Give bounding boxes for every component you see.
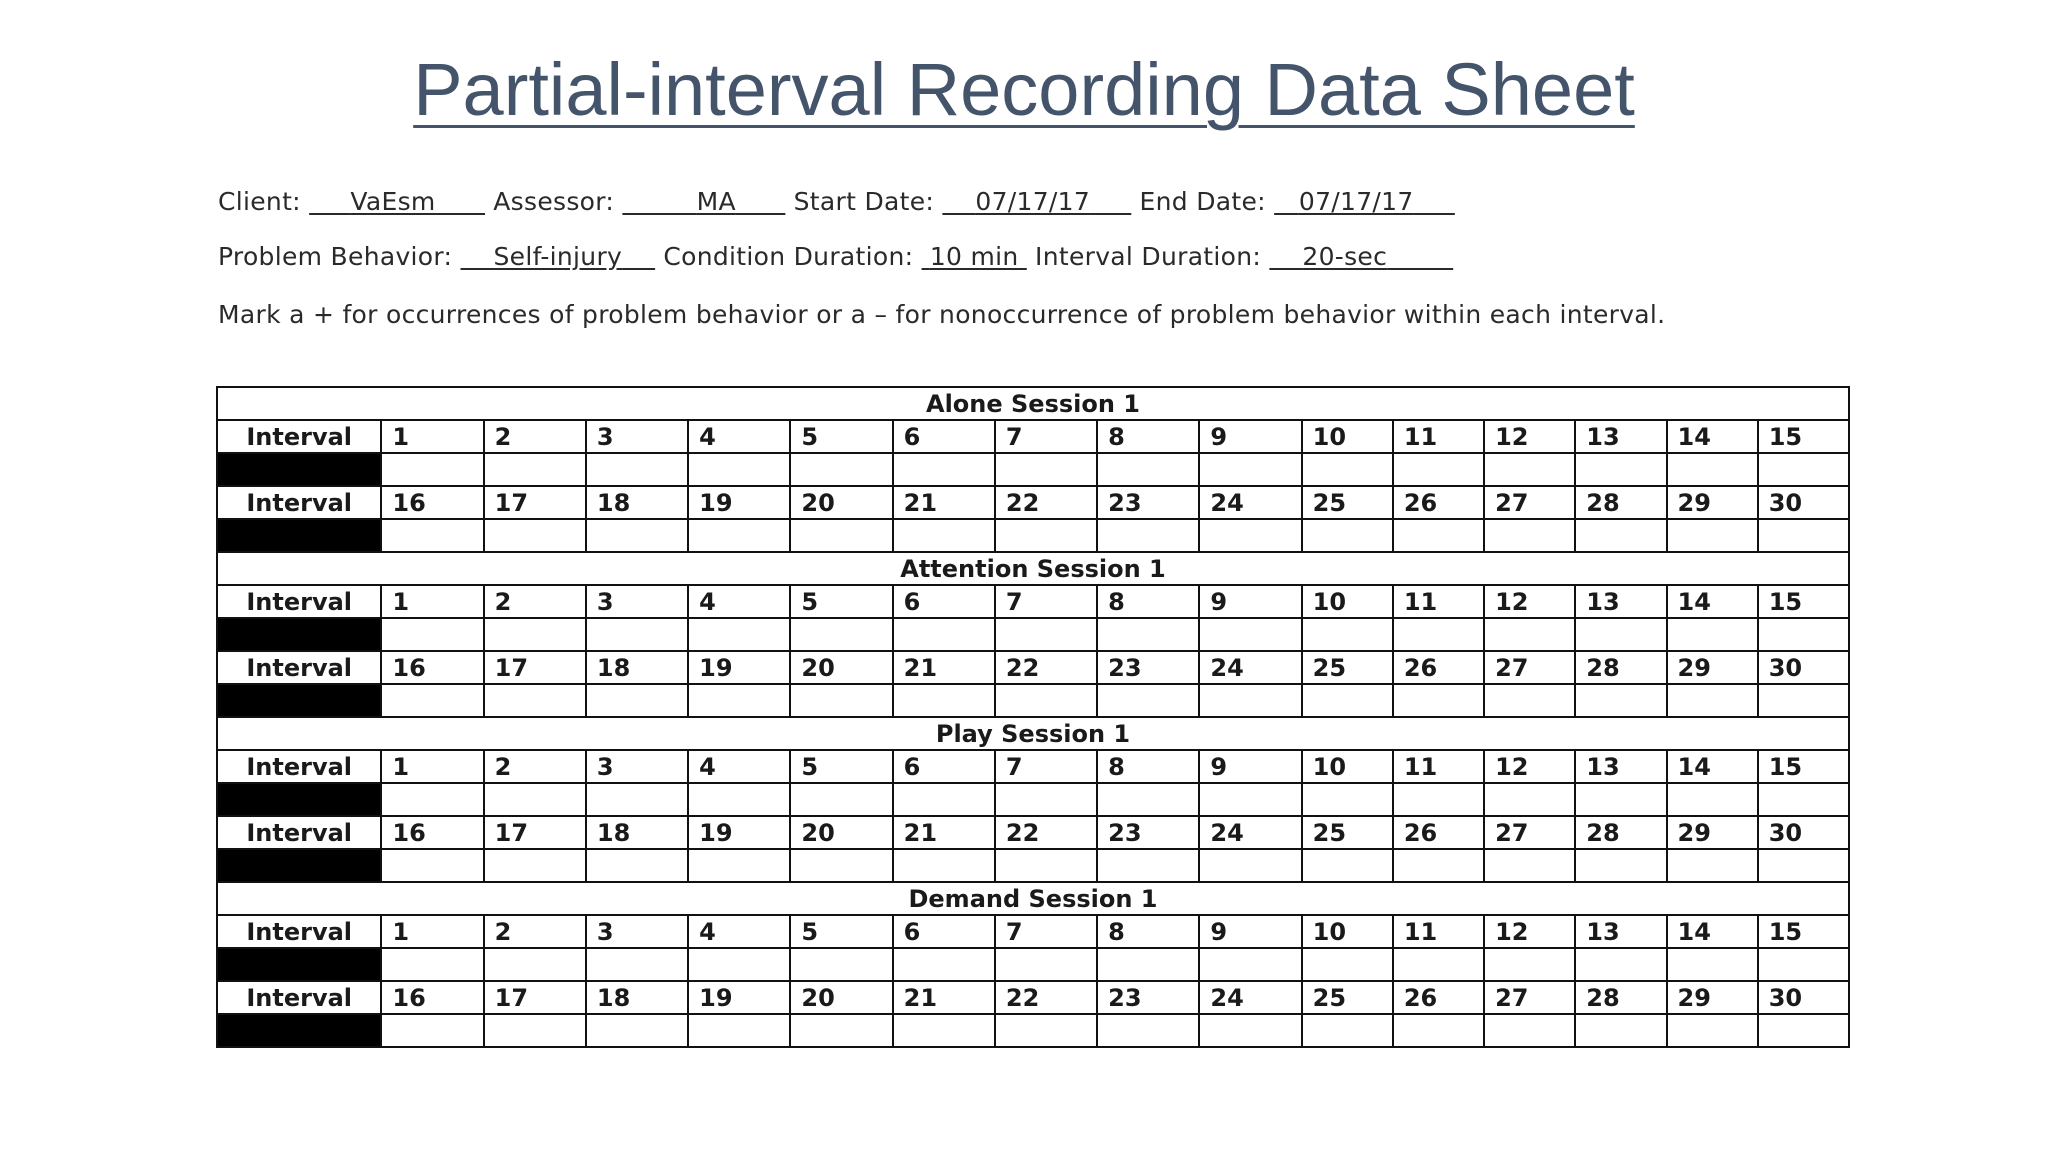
mark-entry-cell[interactable]: [381, 1014, 483, 1047]
interval-number-cell: 9: [1199, 585, 1301, 618]
interval-number-cell: 15: [1758, 585, 1849, 618]
mark-entry-cell[interactable]: [790, 1014, 892, 1047]
mark-entry-cell[interactable]: [995, 948, 1097, 981]
interval-number-cell: 13: [1575, 420, 1666, 453]
interval-number-cell: 12: [1484, 915, 1575, 948]
interval-number-cell: 21: [893, 981, 995, 1014]
client-label: Client:: [218, 187, 301, 216]
mark-entry-cell[interactable]: [1393, 684, 1484, 717]
interval-number-cell: 21: [893, 816, 995, 849]
interval-number-cell: 29: [1667, 486, 1758, 519]
interval-number-cell: 21: [893, 651, 995, 684]
interval-number-cell: 16: [381, 651, 483, 684]
marking-row: [217, 948, 1849, 981]
mark-entry-cell[interactable]: [1484, 783, 1575, 816]
mark-entry-cell[interactable]: [1097, 849, 1199, 882]
mark-entry-cell[interactable]: [484, 849, 586, 882]
mark-entry-cell[interactable]: [1097, 1014, 1199, 1047]
interval-number-cell: 11: [1393, 750, 1484, 783]
start-date-label: Start Date:: [793, 187, 935, 216]
interval-duration-label: Interval Duration:: [1035, 242, 1262, 271]
mark-entry-cell[interactable]: [790, 783, 892, 816]
interval-number-cell: 8: [1097, 915, 1199, 948]
interval-number-row: [217, 816, 1849, 849]
mark-entry-cell[interactable]: [1097, 618, 1199, 651]
mark-entry-cell[interactable]: [1484, 453, 1575, 486]
mark-entry-cell[interactable]: [893, 948, 995, 981]
session-title: Play Session 1: [217, 717, 1849, 750]
interval-number-cell: 25: [1302, 486, 1393, 519]
session-header-row: [217, 387, 1849, 420]
mark-entry-cell[interactable]: [1758, 849, 1849, 882]
mark-entry-cell[interactable]: [688, 783, 790, 816]
mark-entry-cell[interactable]: [995, 849, 1097, 882]
mark-entry-cell[interactable]: [1302, 453, 1393, 486]
interval-number-cell: 11: [1393, 915, 1484, 948]
mark-entry-cell[interactable]: [1199, 849, 1301, 882]
mark-entry-cell[interactable]: [790, 519, 892, 552]
mark-entry-cell[interactable]: [1667, 849, 1758, 882]
interval-number-cell: 28: [1575, 651, 1666, 684]
mark-entry-cell[interactable]: [1097, 453, 1199, 486]
interval-number-cell: 11: [1393, 420, 1484, 453]
condition-duration-field[interactable]: 10 min: [929, 242, 1019, 271]
mark-entry-cell[interactable]: [688, 519, 790, 552]
interval-number-row: [217, 915, 1849, 948]
interval-number-cell: 14: [1667, 585, 1758, 618]
interval-number-cell: 1: [381, 585, 483, 618]
mark-entry-cell[interactable]: [1758, 783, 1849, 816]
mark-entry-cell[interactable]: [484, 684, 586, 717]
interval-number-cell: 23: [1097, 486, 1199, 519]
interval-number-cell: 28: [1575, 486, 1666, 519]
interval-number-cell: 14: [1667, 750, 1758, 783]
mark-entry-cell[interactable]: [586, 849, 688, 882]
interval-number-cell: 3: [586, 750, 688, 783]
interval-number-cell: 28: [1575, 981, 1666, 1014]
interval-number-cell: 1: [381, 915, 483, 948]
mark-entry-cell[interactable]: [1302, 618, 1393, 651]
marking-row: [217, 783, 1849, 816]
interval-number-cell: 30: [1758, 981, 1849, 1014]
interval-number-cell: 23: [1097, 651, 1199, 684]
interval-number-cell: 2: [484, 420, 586, 453]
mark-entry-cell[interactable]: [381, 453, 483, 486]
interval-row-label: Interval: [217, 585, 381, 618]
mark-entry-cell[interactable]: [586, 618, 688, 651]
interval-number-cell: 20: [790, 651, 892, 684]
session-title: Demand Session 1: [217, 882, 1849, 915]
interval-number-cell: 2: [484, 915, 586, 948]
interval-number-cell: 27: [1484, 816, 1575, 849]
mark-entry-cell[interactable]: [995, 618, 1097, 651]
interval-number-cell: 18: [586, 816, 688, 849]
mark-entry-cell[interactable]: [1667, 618, 1758, 651]
interval-number-cell: 13: [1575, 585, 1666, 618]
mark-entry-cell[interactable]: [790, 618, 892, 651]
mark-entry-cell[interactable]: [586, 948, 688, 981]
mark-entry-cell[interactable]: [1575, 783, 1666, 816]
mark-entry-cell[interactable]: [893, 1014, 995, 1047]
interval-number-cell: 17: [484, 816, 586, 849]
interval-number-cell: 1: [381, 420, 483, 453]
end-date-label: End Date:: [1139, 187, 1266, 216]
blackout-cell: [217, 783, 381, 816]
mark-entry-cell[interactable]: [1393, 783, 1484, 816]
mark-entry-cell[interactable]: [484, 618, 586, 651]
interval-number-cell: 24: [1199, 816, 1301, 849]
mark-entry-cell[interactable]: [688, 1014, 790, 1047]
interval-number-cell: 11: [1393, 585, 1484, 618]
blackout-cell: [217, 1014, 381, 1047]
mark-entry-cell[interactable]: [688, 684, 790, 717]
interval-number-row: [217, 750, 1849, 783]
mark-entry-cell[interactable]: [1199, 1014, 1301, 1047]
session-header-row: [217, 882, 1849, 915]
mark-entry-cell[interactable]: [688, 453, 790, 486]
interval-number-cell: 4: [688, 750, 790, 783]
interval-number-cell: 15: [1758, 915, 1849, 948]
mark-entry-cell[interactable]: [1302, 948, 1393, 981]
interval-number-cell: 6: [893, 915, 995, 948]
interval-number-cell: 9: [1199, 750, 1301, 783]
mark-entry-cell[interactable]: [688, 849, 790, 882]
session-title: Attention Session 1: [217, 552, 1849, 585]
interval-number-cell: 8: [1097, 420, 1199, 453]
blackout-cell: [217, 453, 381, 486]
interval-number-cell: 29: [1667, 981, 1758, 1014]
mark-entry-cell[interactable]: [1393, 453, 1484, 486]
interval-data-table: [216, 386, 1850, 1048]
interval-number-cell: 7: [995, 915, 1097, 948]
mark-entry-cell[interactable]: [893, 684, 995, 717]
mark-entry-cell[interactable]: [1097, 519, 1199, 552]
mark-entry-cell[interactable]: [1667, 783, 1758, 816]
interval-row-label: Interval: [217, 981, 381, 1014]
interval-number-cell: 15: [1758, 750, 1849, 783]
page-title: Partial-interval Recording Data Sheet: [413, 48, 1635, 131]
interval-number-cell: 27: [1484, 981, 1575, 1014]
interval-number-cell: 5: [790, 750, 892, 783]
mark-entry-cell[interactable]: [586, 519, 688, 552]
mark-entry-cell[interactable]: [893, 453, 995, 486]
mark-entry-cell[interactable]: [1484, 519, 1575, 552]
interval-number-cell: 6: [893, 420, 995, 453]
mark-entry-cell[interactable]: [1097, 948, 1199, 981]
interval-number-cell: 19: [688, 651, 790, 684]
interval-number-cell: 17: [484, 486, 586, 519]
mark-entry-cell[interactable]: [1302, 783, 1393, 816]
mark-entry-cell[interactable]: [1199, 618, 1301, 651]
interval-number-cell: 13: [1575, 750, 1666, 783]
interval-number-row: [217, 420, 1849, 453]
mark-entry-cell[interactable]: [1758, 1014, 1849, 1047]
interval-number-cell: 28: [1575, 816, 1666, 849]
mark-entry-cell[interactable]: [995, 519, 1097, 552]
mark-entry-cell[interactable]: [1758, 618, 1849, 651]
mark-entry-cell[interactable]: [1758, 519, 1849, 552]
interval-number-cell: 24: [1199, 651, 1301, 684]
interval-number-cell: 22: [995, 651, 1097, 684]
instructions-text: Mark a + for occurrences of problem behavior or a – for nonoccurrence of problem behavior within each interval.: [218, 300, 1666, 329]
interval-number-cell: 21: [893, 486, 995, 519]
interval-number-cell: 22: [995, 816, 1097, 849]
interval-number-row: [217, 486, 1849, 519]
interval-number-cell: 8: [1097, 750, 1199, 783]
interval-number-cell: 29: [1667, 816, 1758, 849]
mark-entry-cell[interactable]: [1667, 684, 1758, 717]
mark-entry-cell[interactable]: [1484, 849, 1575, 882]
marking-row: [217, 519, 1849, 552]
interval-row-label: Interval: [217, 750, 381, 783]
interval-number-cell: 10: [1302, 750, 1393, 783]
problem-behavior-field[interactable]: Self-injury: [493, 242, 623, 271]
mark-entry-cell[interactable]: [790, 684, 892, 717]
interval-number-cell: 16: [381, 816, 483, 849]
interval-number-cell: 18: [586, 651, 688, 684]
interval-number-cell: 20: [790, 981, 892, 1014]
marking-row: [217, 618, 1849, 651]
interval-number-cell: 13: [1575, 915, 1666, 948]
assessor-field[interactable]: MA: [696, 187, 736, 216]
mark-entry-cell[interactable]: [1302, 519, 1393, 552]
interval-duration-field[interactable]: 20-sec: [1302, 242, 1388, 271]
interval-row-label: Interval: [217, 816, 381, 849]
interval-number-cell: 26: [1393, 816, 1484, 849]
end-date-field[interactable]: 07/17/17: [1298, 187, 1414, 216]
mark-entry-cell[interactable]: [1575, 618, 1666, 651]
session-title: Alone Session 1: [217, 387, 1849, 420]
interval-row-label: Interval: [217, 651, 381, 684]
marking-row: [217, 849, 1849, 882]
interval-number-cell: 26: [1393, 486, 1484, 519]
interval-number-cell: 10: [1302, 420, 1393, 453]
interval-number-cell: 6: [893, 750, 995, 783]
mark-entry-cell[interactable]: [893, 783, 995, 816]
mark-entry-cell[interactable]: [995, 1014, 1097, 1047]
marking-row: [217, 453, 1849, 486]
interval-number-cell: 5: [790, 420, 892, 453]
mark-entry-cell[interactable]: [586, 783, 688, 816]
interval-number-row: [217, 981, 1849, 1014]
interval-number-cell: 12: [1484, 585, 1575, 618]
mark-entry-cell[interactable]: [1097, 783, 1199, 816]
mark-entry-cell[interactable]: [1667, 453, 1758, 486]
interval-number-cell: 16: [381, 981, 483, 1014]
interval-number-cell: 9: [1199, 420, 1301, 453]
mark-entry-cell[interactable]: [484, 948, 586, 981]
interval-number-cell: 7: [995, 585, 1097, 618]
mark-entry-cell[interactable]: [790, 948, 892, 981]
mark-entry-cell[interactable]: [1667, 1014, 1758, 1047]
interval-number-row: [217, 585, 1849, 618]
interval-number-cell: 7: [995, 420, 1097, 453]
mark-entry-cell[interactable]: [1575, 684, 1666, 717]
interval-number-cell: 6: [893, 585, 995, 618]
mark-entry-cell[interactable]: [1484, 618, 1575, 651]
mark-entry-cell[interactable]: [1575, 849, 1666, 882]
mark-entry-cell[interactable]: [1575, 1014, 1666, 1047]
interval-number-cell: 12: [1484, 750, 1575, 783]
mark-entry-cell[interactable]: [1393, 948, 1484, 981]
mark-entry-cell[interactable]: [1199, 453, 1301, 486]
header-line-client: [218, 187, 1858, 216]
mark-entry-cell[interactable]: [1667, 948, 1758, 981]
mark-entry-cell[interactable]: [1199, 948, 1301, 981]
mark-entry-cell[interactable]: [381, 849, 483, 882]
interval-number-cell: 5: [790, 585, 892, 618]
interval-number-cell: 30: [1758, 486, 1849, 519]
interval-number-cell: 5: [790, 915, 892, 948]
mark-entry-cell[interactable]: [484, 519, 586, 552]
interval-number-cell: 12: [1484, 420, 1575, 453]
mark-entry-cell[interactable]: [586, 453, 688, 486]
interval-number-cell: 24: [1199, 981, 1301, 1014]
mark-entry-cell[interactable]: [893, 618, 995, 651]
mark-entry-cell[interactable]: [586, 1014, 688, 1047]
interval-number-cell: 10: [1302, 585, 1393, 618]
mark-entry-cell[interactable]: [1575, 453, 1666, 486]
interval-number-cell: 27: [1484, 651, 1575, 684]
mark-entry-cell[interactable]: [1484, 684, 1575, 717]
interval-number-cell: 2: [484, 585, 586, 618]
interval-number-cell: 20: [790, 816, 892, 849]
mark-entry-cell[interactable]: [1302, 849, 1393, 882]
session-header-row: [217, 717, 1849, 750]
mark-entry-cell[interactable]: [1758, 684, 1849, 717]
interval-number-cell: 14: [1667, 420, 1758, 453]
mark-entry-cell[interactable]: [1393, 849, 1484, 882]
interval-number-cell: 17: [484, 981, 586, 1014]
interval-number-row: [217, 651, 1849, 684]
interval-number-cell: 22: [995, 981, 1097, 1014]
interval-number-cell: 18: [586, 981, 688, 1014]
mark-entry-cell[interactable]: [381, 618, 483, 651]
mark-entry-cell[interactable]: [381, 783, 483, 816]
interval-number-cell: 26: [1393, 651, 1484, 684]
interval-number-cell: 4: [688, 915, 790, 948]
interval-number-cell: 23: [1097, 981, 1199, 1014]
mark-entry-cell[interactable]: [688, 948, 790, 981]
interval-number-cell: 24: [1199, 486, 1301, 519]
mark-entry-cell[interactable]: [893, 519, 995, 552]
mark-entry-cell[interactable]: [1484, 948, 1575, 981]
mark-entry-cell[interactable]: [995, 453, 1097, 486]
assessor-label: Assessor:: [493, 187, 615, 216]
interval-number-cell: 25: [1302, 651, 1393, 684]
condition-duration-label: Condition Duration:: [663, 242, 914, 271]
marking-row: [217, 684, 1849, 717]
interval-number-cell: 8: [1097, 585, 1199, 618]
mark-entry-cell[interactable]: [1667, 519, 1758, 552]
interval-number-cell: 19: [688, 816, 790, 849]
interval-row-label: Interval: [217, 420, 381, 453]
blackout-cell: [217, 849, 381, 882]
mark-entry-cell[interactable]: [1199, 684, 1301, 717]
mark-entry-cell[interactable]: [1758, 948, 1849, 981]
interval-number-cell: 2: [484, 750, 586, 783]
mark-entry-cell[interactable]: [995, 684, 1097, 717]
mark-entry-cell[interactable]: [790, 453, 892, 486]
interval-number-cell: 19: [688, 486, 790, 519]
interval-row-label: Interval: [217, 915, 381, 948]
interval-number-cell: 19: [688, 981, 790, 1014]
interval-number-cell: 27: [1484, 486, 1575, 519]
mark-entry-cell[interactable]: [1393, 1014, 1484, 1047]
mark-entry-cell[interactable]: [381, 519, 483, 552]
interval-number-cell: 3: [586, 585, 688, 618]
blackout-cell: [217, 519, 381, 552]
mark-entry-cell[interactable]: [1575, 948, 1666, 981]
interval-number-cell: 17: [484, 651, 586, 684]
mark-entry-cell[interactable]: [1484, 1014, 1575, 1047]
interval-number-cell: 30: [1758, 651, 1849, 684]
mark-entry-cell[interactable]: [688, 618, 790, 651]
mark-entry-cell[interactable]: [995, 783, 1097, 816]
interval-number-cell: 30: [1758, 816, 1849, 849]
header-line-behavior: [218, 242, 1858, 271]
interval-number-cell: 22: [995, 486, 1097, 519]
interval-number-cell: 25: [1302, 981, 1393, 1014]
mark-entry-cell[interactable]: [484, 783, 586, 816]
mark-entry-cell[interactable]: [1302, 684, 1393, 717]
blackout-cell: [217, 948, 381, 981]
marking-row: [217, 1014, 1849, 1047]
start-date-field[interactable]: 07/17/17: [975, 187, 1091, 216]
interval-number-cell: 23: [1097, 816, 1199, 849]
mark-entry-cell[interactable]: [1393, 519, 1484, 552]
mark-entry-cell[interactable]: [484, 1014, 586, 1047]
interval-number-cell: 1: [381, 750, 483, 783]
interval-number-cell: 3: [586, 915, 688, 948]
interval-number-cell: 18: [586, 486, 688, 519]
interval-number-cell: 14: [1667, 915, 1758, 948]
interval-number-cell: 4: [688, 585, 790, 618]
mark-entry-cell[interactable]: [484, 453, 586, 486]
mark-entry-cell[interactable]: [1575, 519, 1666, 552]
interval-number-cell: 16: [381, 486, 483, 519]
mark-entry-cell[interactable]: [1199, 783, 1301, 816]
interval-number-cell: 3: [586, 420, 688, 453]
blackout-cell: [217, 618, 381, 651]
mark-entry-cell[interactable]: [893, 849, 995, 882]
mark-entry-cell[interactable]: [1097, 684, 1199, 717]
interval-number-cell: 26: [1393, 981, 1484, 1014]
mark-entry-cell[interactable]: [381, 948, 483, 981]
interval-number-cell: 7: [995, 750, 1097, 783]
mark-entry-cell[interactable]: [1302, 1014, 1393, 1047]
mark-entry-cell[interactable]: [1393, 618, 1484, 651]
interval-number-cell: 9: [1199, 915, 1301, 948]
interval-number-cell: 15: [1758, 420, 1849, 453]
problem-behavior-label: Problem Behavior:: [218, 242, 453, 271]
interval-number-cell: 10: [1302, 915, 1393, 948]
blackout-cell: [217, 684, 381, 717]
mark-entry-cell[interactable]: [586, 684, 688, 717]
mark-entry-cell[interactable]: [381, 684, 483, 717]
mark-entry-cell[interactable]: [790, 849, 892, 882]
mark-entry-cell[interactable]: [1199, 519, 1301, 552]
interval-number-cell: 29: [1667, 651, 1758, 684]
interval-row-label: Interval: [217, 486, 381, 519]
mark-entry-cell[interactable]: [1758, 453, 1849, 486]
session-header-row: [217, 552, 1849, 585]
interval-number-cell: 4: [688, 420, 790, 453]
client-field[interactable]: VaEsm: [350, 187, 436, 216]
interval-number-cell: 25: [1302, 816, 1393, 849]
interval-number-cell: 20: [790, 486, 892, 519]
